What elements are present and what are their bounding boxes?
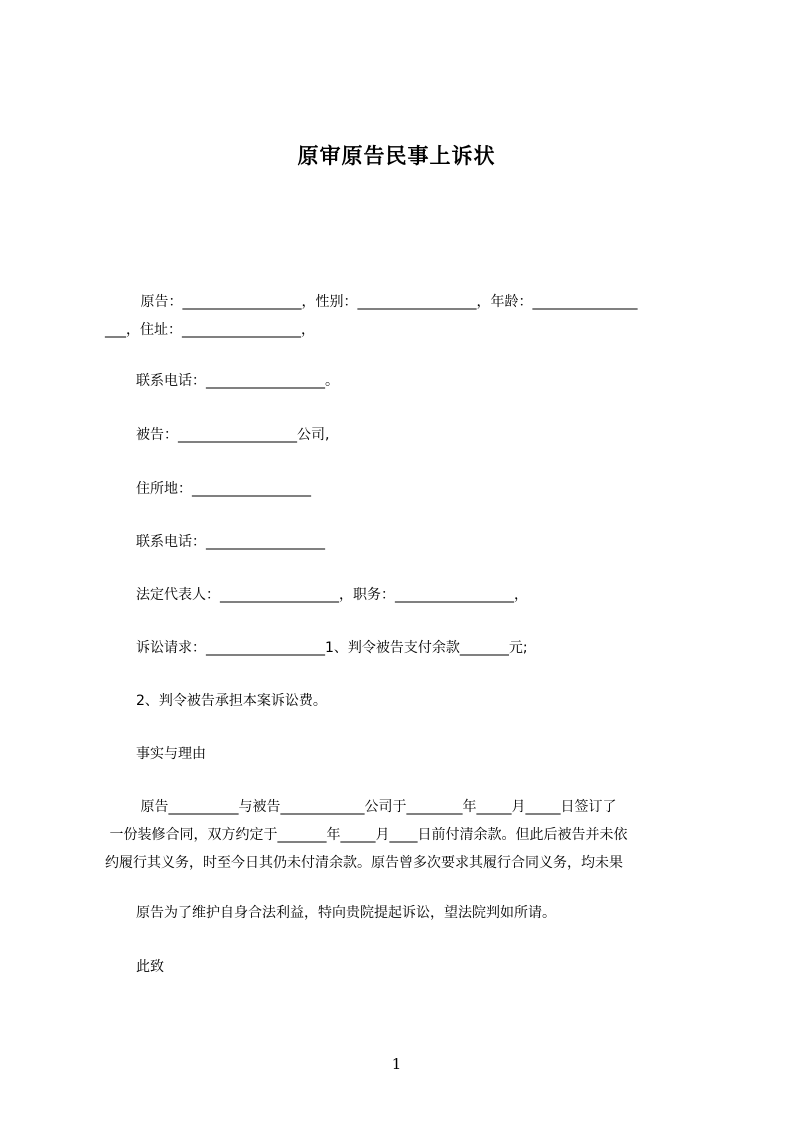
facts-paragraph-line-2: 一份装修合同，双方约定于_______年_____月____日前付清余款。但此后被告并未依 <box>105 827 628 843</box>
defendant-phone-line: 联系电话：_________________ <box>136 534 325 550</box>
defendant-line: 被告：_________________公司, <box>136 427 330 443</box>
legal-representative-line: 法定代表人：_________________，职务：_________________， <box>136 587 528 603</box>
claims-line-1: 诉讼请求：_________________1、判令被告支付余款_______元; <box>136 640 528 656</box>
defendant-address-line: 住所地：_________________ <box>136 481 311 497</box>
document-title: 原审原告民事上诉状 <box>297 144 496 168</box>
facts-paragraph-line-3: 约履行其义务，时至今日其仍未付清余款。原告曾多次要求其履行合同义务，均未果 <box>105 855 623 871</box>
plaintiff-info-line-2: ___，住址：_________________， <box>105 322 315 338</box>
facts-paragraph-line-1: 原告__________与被告____________公司于________年_____月_____日签订了 <box>136 799 617 815</box>
page-number: 1 <box>391 1055 402 1073</box>
petition-closing-paragraph: 原告为了维护自身合法利益，特向贵院提起诉讼，望法院判如所请。 <box>136 905 556 921</box>
plaintiff-info-line-1: 原告：_________________，性别：_________________，年龄：_______________ <box>136 294 638 310</box>
salutation-line: 此致 <box>136 959 164 975</box>
claims-line-2: 2、判令被告承担本案诉讼费。 <box>136 693 327 709</box>
facts-heading: 事实与理由 <box>136 746 206 762</box>
plaintiff-phone-line: 联系电话：_________________。 <box>136 373 339 389</box>
